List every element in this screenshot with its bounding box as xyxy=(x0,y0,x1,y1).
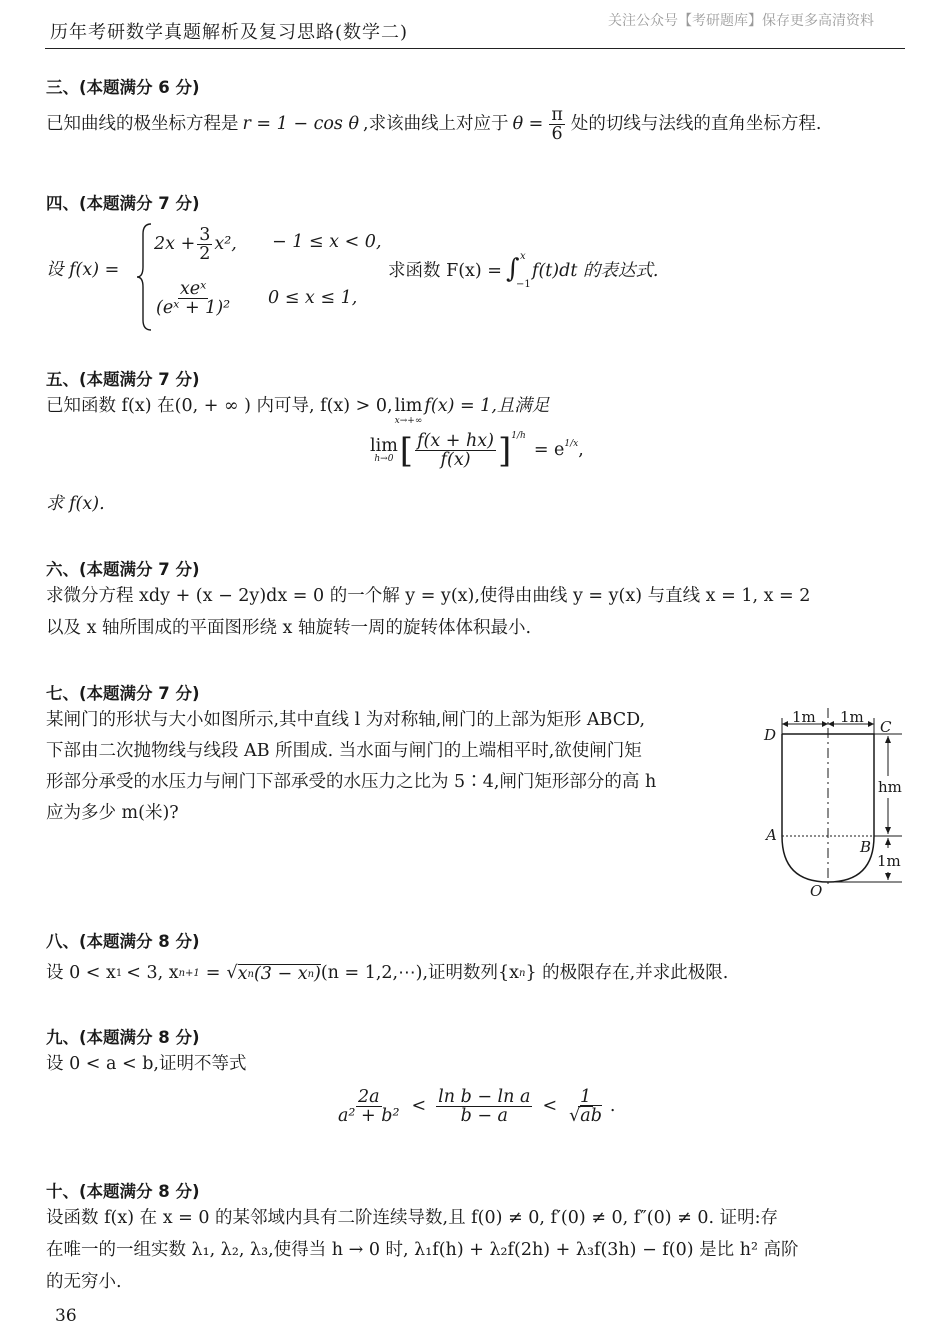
q5-disp-exp: 1/h xyxy=(511,431,526,441)
q4-case-2 xyxy=(152,280,234,318)
q5-lim: lim xyxy=(394,396,423,416)
q4-int-upper: x xyxy=(519,251,526,262)
sqrt-sign-2: √ xyxy=(569,1106,581,1127)
q3-frac-num: π xyxy=(551,105,563,125)
q8-text-d: (n = 1,2,⋯),证明数列{x xyxy=(320,963,520,983)
q4-case1-num: 3 xyxy=(199,225,211,245)
q9-lt-1: < xyxy=(411,1096,427,1117)
q4-case1-a: 2x + xyxy=(154,234,196,255)
q9-f2-den: b − a xyxy=(460,1106,508,1127)
q7-line-1: 某闸门的形状与大小如图所示,其中直线 l 为对称轴,闸门的上部为矩形 ABCD, xyxy=(46,710,646,730)
q9-lt-2: < xyxy=(542,1096,558,1117)
q4-case2-num: xeˣ xyxy=(179,279,207,299)
arrow-left-1 xyxy=(782,721,788,727)
q9-line1: 设 0 < a < b,证明不等式 xyxy=(46,1054,247,1074)
q9-frac-3 xyxy=(567,1088,604,1126)
q5-title: 五、(本题满分 7 分) xyxy=(46,370,200,389)
q8-sqrt-sub-n2: n xyxy=(307,968,315,980)
q5-line1-a: 已知函数 f(x) 在(0, + ∞ ) 内可导, f(x) > 0, xyxy=(46,396,393,416)
q4-int-lower: −1 xyxy=(515,279,531,290)
q3-text-a: 已知曲线的极坐标方程是 xyxy=(46,114,239,135)
q5-line3: 求 f(x). xyxy=(46,494,105,514)
page-number: 36 xyxy=(55,1306,77,1326)
q3-frac-den: 6 xyxy=(551,124,563,145)
q8-text-e: } 的极限存在,并求此极限. xyxy=(525,963,729,983)
q5-disp-comma: , xyxy=(578,440,584,461)
running-header-title: 历年考研数学真题解析及复习思路(数学二) xyxy=(50,22,409,43)
q6-title: 六、(本题满分 7 分) xyxy=(46,560,200,579)
arrow-mid-2 xyxy=(828,721,834,727)
arrow-h-bottom xyxy=(885,827,891,834)
q4-ask-b: f(t)dt 的表达式. xyxy=(531,261,659,282)
q8-sub-1: 1 xyxy=(115,967,123,979)
label-1m-left: 1m xyxy=(792,708,816,726)
q6-line2: 以及 x 轴所围成的平面图形绕 x 轴旋转一周的旋转体体积最小. xyxy=(46,618,532,638)
q8-title: 八、(本题满分 8 分) xyxy=(46,932,200,951)
q5-line1 xyxy=(46,398,549,426)
q7-title: 七、(本题满分 7 分) xyxy=(46,684,200,703)
q5-disp-num: f(x + hx) xyxy=(417,431,494,451)
q9-f1-den: a² + b² xyxy=(338,1106,400,1127)
q10-line2: 在唯一的一组实数 λ₁, λ₂, λ₃,使得当 h → 0 时, λ₁f(h) + λ₂f(2h) + λ₃f(3h) − f(0) 是比 h² 高阶 xyxy=(46,1240,799,1260)
q4-ask-a: 求函数 F(x) = xyxy=(388,261,502,282)
q7-line-4: 应为多少 m(米)? xyxy=(46,803,179,823)
q9-title: 九、(本题满分 8 分) xyxy=(46,1028,200,1047)
q9-f3-num: 1 xyxy=(579,1087,592,1107)
q8-sub-n1: n+1 xyxy=(178,967,200,979)
q5-disp-lim: lim xyxy=(370,435,398,456)
q9-frac-2 xyxy=(436,1088,532,1126)
q10-line1: 设函数 f(x) 在 x = 0 的某邻域内具有二阶连续导数,且 f(0) ≠ 0, f′(0) ≠ 0, f″(0) ≠ 0. 证明:存 xyxy=(46,1208,779,1228)
label-b: B xyxy=(860,838,872,856)
q5-disp-rhs: = e xyxy=(533,440,565,461)
q3-body xyxy=(46,106,821,144)
label-o: O xyxy=(810,882,823,900)
q5-limit xyxy=(395,398,423,426)
q5-lim-sub: x→+∞ xyxy=(394,415,423,426)
q4-title: 四、(本题满分 7 分) xyxy=(46,194,200,213)
arrow-h-top xyxy=(885,736,891,743)
integral-sign: ∫ xyxy=(505,254,520,284)
watermark-text: 关注公众号【考研题库】保存更多高清资料 xyxy=(608,13,874,29)
q4-case2-den: (eˣ + 1)² xyxy=(156,298,231,319)
q5-disp-den: f(x) xyxy=(440,450,471,471)
label-d: D xyxy=(764,726,777,744)
q9-frac-1 xyxy=(336,1088,401,1126)
q5-disp-frac xyxy=(415,432,496,470)
label-1m-right: 1m xyxy=(840,708,864,726)
q3-text-b: ,求该曲线上对应于 xyxy=(363,114,509,135)
q9-inequality xyxy=(334,1088,615,1126)
q8-sqrt-b: (3 − x xyxy=(253,964,308,984)
q9-f3-den: ab xyxy=(580,1106,602,1127)
q3-eq: r = 1 − cos θ xyxy=(242,114,359,135)
arrow-b-bottom xyxy=(885,873,891,880)
q8-body xyxy=(46,964,728,984)
q9-f2-num: ln b − ln a xyxy=(438,1087,531,1107)
q3-text-c: 处的切线与法线的直角坐标方程. xyxy=(570,114,822,135)
q5-disp-limit xyxy=(370,435,398,465)
q4-case2-frac xyxy=(154,280,232,318)
arrow-mid-1 xyxy=(822,721,828,727)
q5-disp-lim-sub: h→0 xyxy=(374,454,394,465)
header-rule xyxy=(45,48,905,49)
q5-disp-rhs-exp: 1/x xyxy=(564,439,579,449)
q9-period: . xyxy=(609,1096,616,1117)
q4-case1-frac xyxy=(197,226,212,264)
left-bracket: [ xyxy=(399,430,414,471)
q4-ask xyxy=(388,251,659,290)
label-c: C xyxy=(880,718,892,736)
q4-case-1 xyxy=(154,226,237,264)
label-1m-bottom: 1m xyxy=(877,852,901,870)
q9-f1-num: 2a xyxy=(357,1087,380,1107)
q3-title: 三、(本题满分 6 分) xyxy=(46,78,200,97)
label-a: A xyxy=(766,826,777,844)
q4-case1-den: 2 xyxy=(199,244,211,265)
label-hm: hm xyxy=(878,778,902,796)
q3-theta-eq: θ = xyxy=(512,114,544,135)
q4-lead: 设 f(x) = xyxy=(46,260,120,280)
q4-case1-cond: − 1 ≤ x < 0, xyxy=(272,232,382,252)
arrow-right-1 xyxy=(868,721,874,727)
q3-fraction xyxy=(549,106,565,144)
q8-sqrt-body xyxy=(238,964,321,984)
sluice-gate-figure xyxy=(760,700,910,900)
q5-line1-b: f(x) = 1,且满足 xyxy=(424,396,550,416)
q4-case1-b: x², xyxy=(214,234,237,255)
right-bracket: ] xyxy=(498,430,512,471)
q8-sub-n3: n xyxy=(519,967,526,979)
q5-display-equation xyxy=(370,432,584,470)
q8-text-c: = xyxy=(205,963,221,983)
q4-case2-cond: 0 ≤ x ≤ 1, xyxy=(268,288,358,308)
q10-title: 十、(本题满分 8 分) xyxy=(46,1182,200,1201)
q7-line-3: 形部分承受的水压力与闸门下部承受的水压力之比为 5∶4,闸门矩形部分的高 h xyxy=(46,772,657,792)
q8-text-b: < 3, x xyxy=(126,963,179,983)
q8-sqrt-x: x xyxy=(237,964,248,984)
q4-integral xyxy=(505,251,532,290)
arrow-b-top xyxy=(885,838,891,845)
q10-line3: 的无穷小. xyxy=(46,1272,122,1292)
q9-f3-den-wrap xyxy=(567,1107,604,1125)
sqrt-sign: √ xyxy=(226,963,238,983)
q7-line-2: 下部由二次抛物线与线段 AB 所围成. 当水面与闸门的上端相平时,欲使闸门矩 xyxy=(46,741,642,761)
q8-text-a: 设 0 < x xyxy=(46,963,116,983)
q8-sqrt-c: ) xyxy=(314,964,321,984)
q6-line1: 求微分方程 xdy + (x − 2y)dx = 0 的一个解 y = y(x),使得由曲线 y = y(x) 与直线 x = 1, x = 2 xyxy=(46,586,811,606)
q8-sqrt-sub-n: n xyxy=(247,968,254,980)
